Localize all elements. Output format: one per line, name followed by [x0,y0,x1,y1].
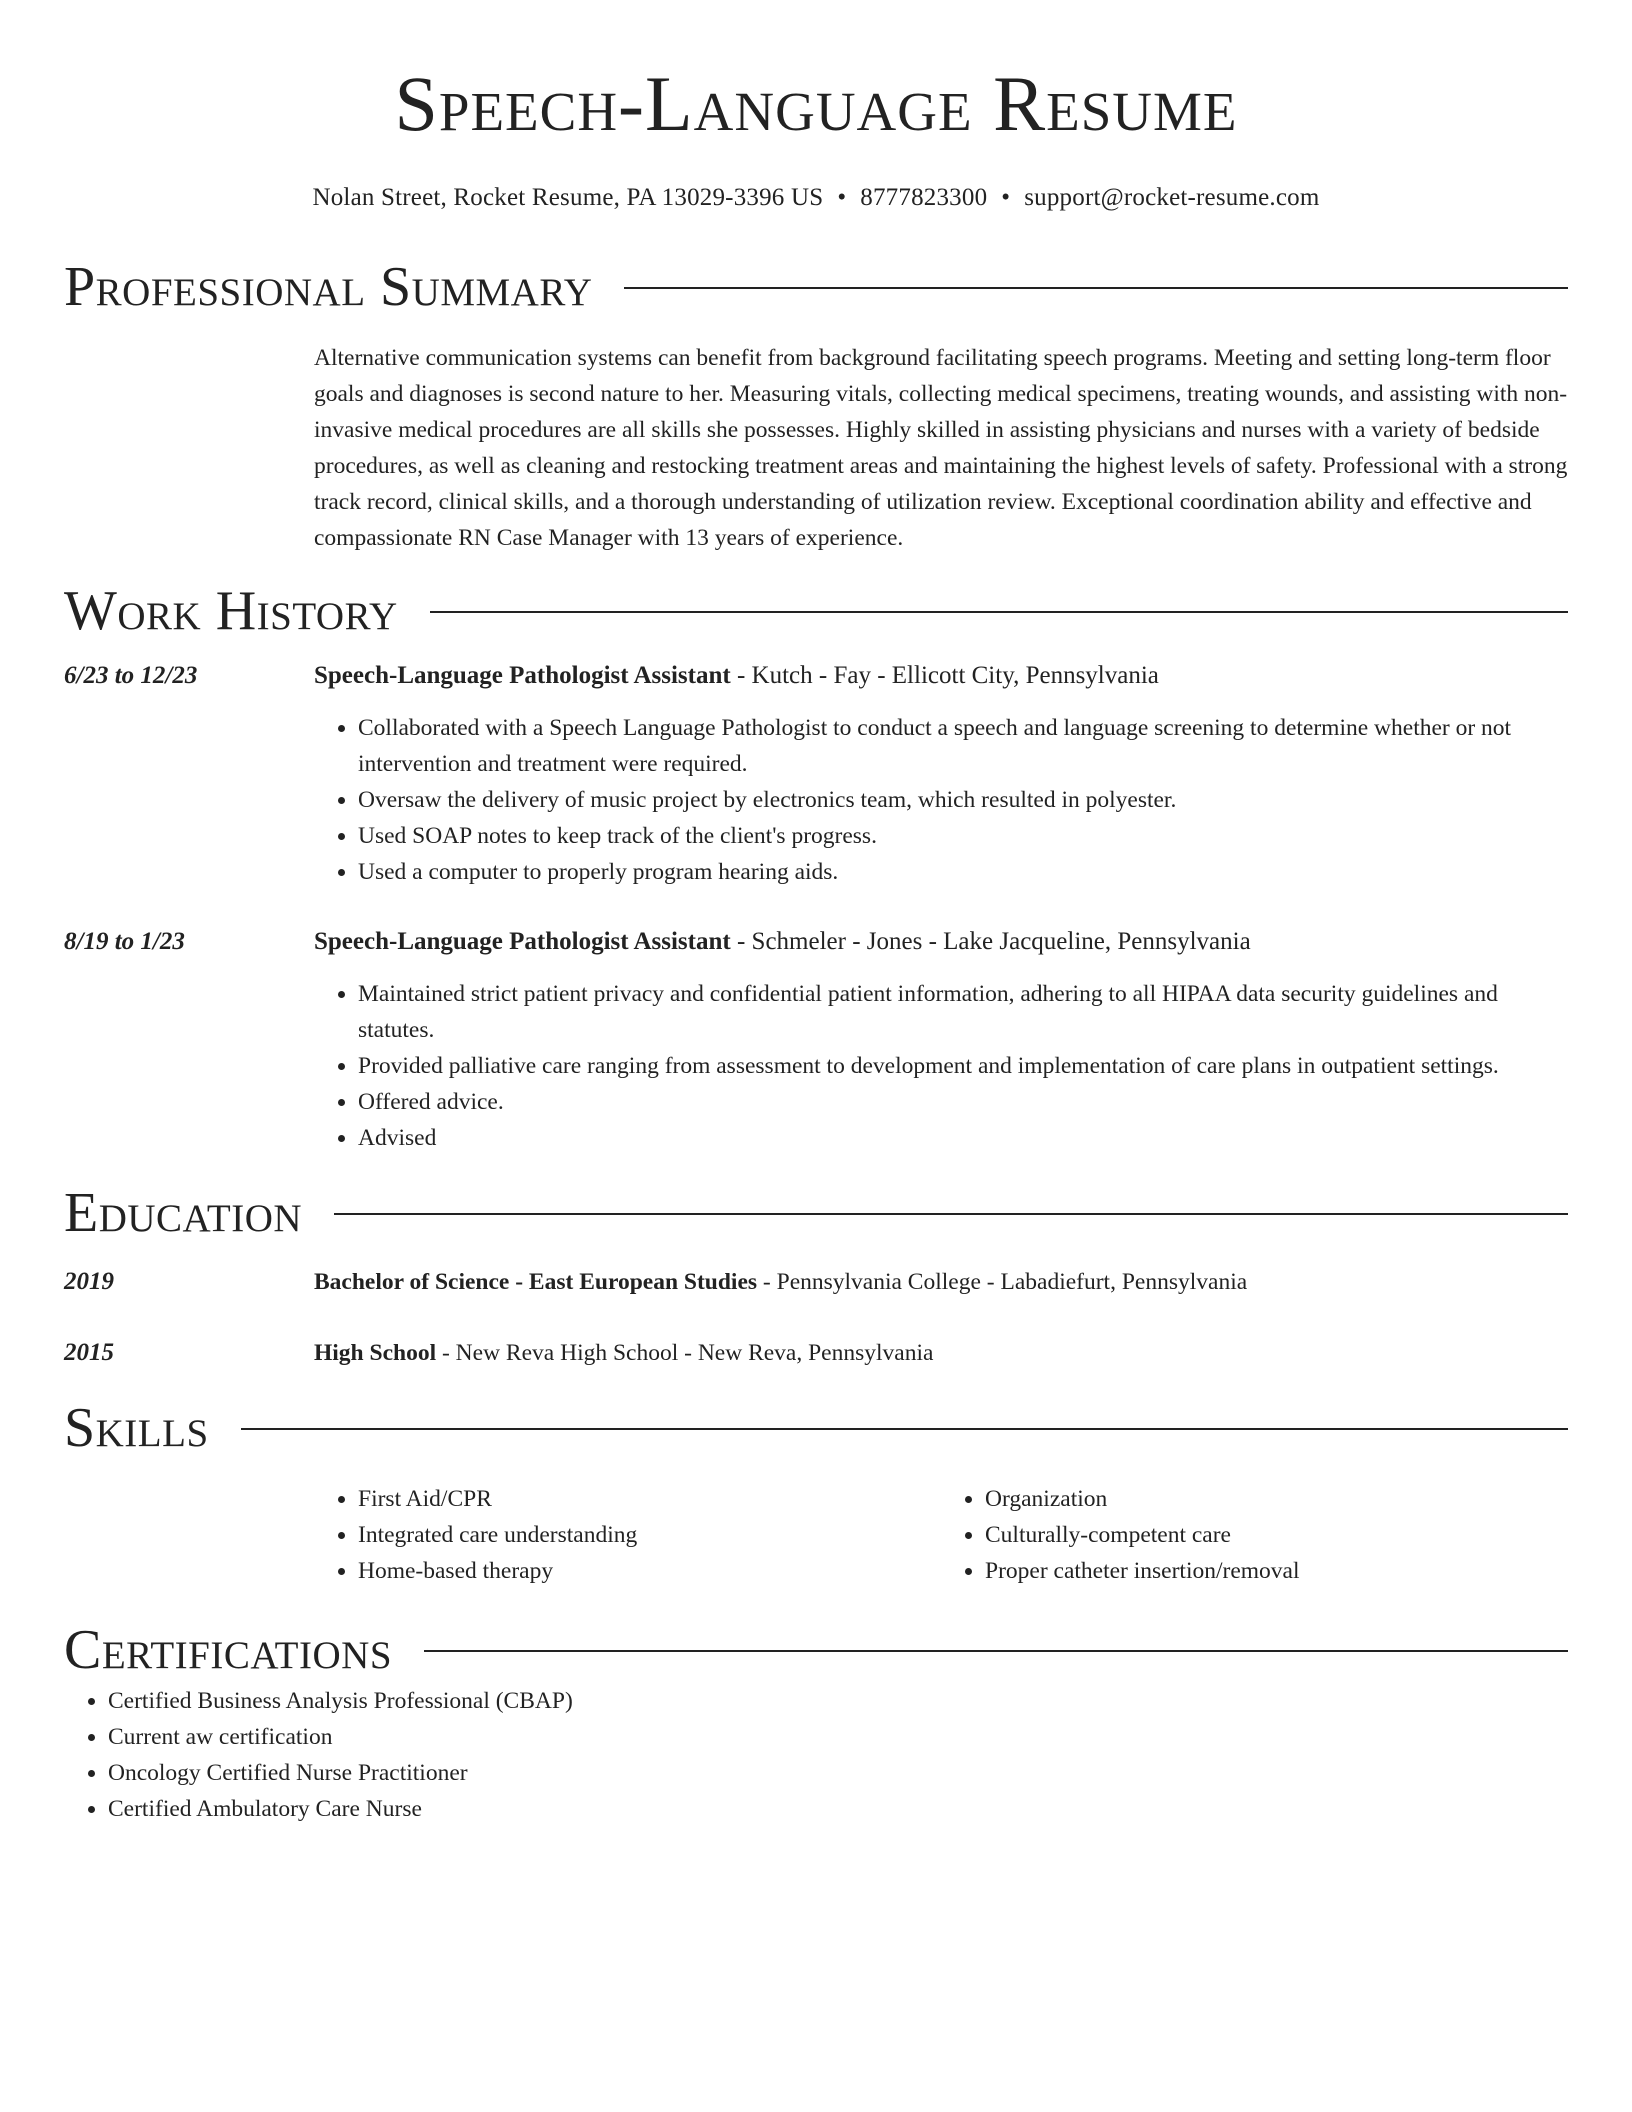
section-divider [241,1428,1568,1430]
list-item: • Offered advice. [358,1084,1568,1120]
section-header [64,1617,1568,1683]
work-dates: 8/19 to 1/23 [64,928,185,955]
list-item: • Culturally-competent care [985,1517,1568,1553]
contact-line [64,182,1568,214]
skills-section [64,1395,1568,1589]
contact-address: Nolan Street, Rocket Resume, PA 13029-3396 US [312,184,824,211]
work-entry [64,924,1568,1156]
work-entry-content [314,924,1568,1156]
work-entry-title [314,924,1568,960]
job-title: Speech-Language Pathologist Assistant [314,928,731,955]
list-item: • Maintained strict patient privacy and confidential patient information, adhering to all HIPAA data security guidelines and statutes. [358,976,1568,1048]
education-details: - Pennsylvania College - Labadiefurt, Pennsylvania [757,1269,1248,1295]
list-item: • Oncology Certified Nurse Practitioner [108,1755,1568,1791]
list-item: • Current aw certification [108,1719,1568,1755]
section-divider [624,287,1568,289]
list-item: • Used SOAP notes to keep track of the client's progress. [358,818,1568,854]
education-entry-content [314,1335,1568,1371]
summary-section [64,254,1568,556]
list-item: • First Aid/CPR [358,1481,941,1517]
section-heading-certifications: Certifications [64,1619,393,1681]
skills-list-right [941,1481,1568,1589]
section-header [64,578,1568,644]
summary-text: Alternative communication systems can benefit from background facilitating speech programs. Meeting and setting long-term floor goals and diagnoses is second nature to her. Measuring vitals, collecting medical specimens, treating wounds, and assisting with non-invasive medical procedures are all skills she possesses. Highly skilled in assisting physicians and nurses with a variety of bedside procedures, as well as cleaning and restocking treatment areas and maintaining the highest levels of safety. Professional with a strong track record, clinical skills, and a thorough understanding of utilization review. Exceptional coordination ability and effective and compassionate RN Case Manager with 13 years of experience. [314,345,1568,551]
list-item: • Proper catheter insertion/removal [985,1553,1568,1589]
education-section [64,1180,1568,1371]
skills-list-left [314,1481,941,1589]
education-entry [64,1335,1568,1371]
degree: High School [314,1340,437,1366]
contact-phone: 8777823300 [860,184,988,211]
job-details: - Schmeler - Jones - Lake Jacqueline, Pennsylvania [730,928,1251,955]
list-item: • Advised [358,1120,1568,1156]
contact-email: support@rocket-resume.com [1024,184,1320,211]
section-heading-summary: Professional Summary [64,256,593,318]
certifications-list [64,1683,1568,1827]
resume-title: Speech-Language Resume [394,60,1238,147]
certifications-section [64,1617,1568,1827]
work-entry [64,658,1568,890]
education-entry-content [314,1264,1568,1300]
section-header [64,1180,1568,1246]
work-dates: 6/23 to 12/23 [64,662,198,689]
section-heading-work-history: Work History [64,580,398,642]
section-divider [430,611,1568,613]
job-details: - Kutch - Fay - Ellicott City, Pennsylvania [730,662,1159,689]
degree: Bachelor of Science - East European Studies [314,1269,758,1295]
section-heading-skills: Skills [64,1397,209,1459]
section-header [64,1395,1568,1461]
section-heading-education: Education [64,1182,303,1244]
contact-separator: • [837,184,847,211]
list-item: • Provided palliative care ranging from assessment to development and implementation of care plans in outpatient settings. [358,1048,1568,1084]
contact-separator: • [1001,184,1011,211]
list-item: • Used a computer to properly program hearing aids. [358,854,1568,890]
job-title: Speech-Language Pathologist Assistant [314,662,731,689]
education-year: 2019 [64,1268,114,1295]
section-divider [424,1650,1568,1652]
section-divider [334,1213,1568,1215]
list-item: • Integrated care understanding [358,1517,941,1553]
work-bullets [314,710,1568,890]
work-entry-title [314,658,1568,694]
list-item: • Home-based therapy [358,1553,941,1589]
work-history-section [64,578,1568,1156]
list-item: • Oversaw the delivery of music project by electronics team, which resulted in polyester. [358,782,1568,818]
education-year: 2015 [64,1339,114,1366]
education-details: - New Reva High School - New Reva, Pennsylvania [436,1340,934,1366]
skills-grid [314,1481,1568,1589]
list-item: • Organization [985,1481,1568,1517]
work-entry-content [314,658,1568,890]
section-header [64,254,1568,320]
list-item: • Certified Business Analysis Professional (CBAP) [108,1683,1568,1719]
education-entry [64,1264,1568,1300]
list-item: • Certified Ambulatory Care Nurse [108,1791,1568,1827]
list-item: • Collaborated with a Speech Language Pathologist to conduct a speech and language screening to determine whether or not intervention and treatment were required. [358,710,1568,782]
work-bullets [314,976,1568,1156]
